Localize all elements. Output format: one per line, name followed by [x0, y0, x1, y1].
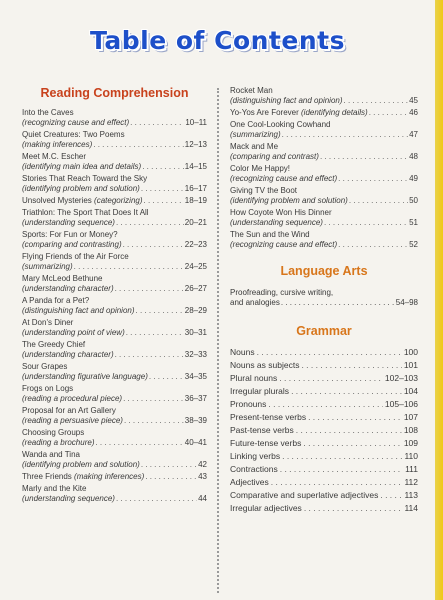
- entry-pages: 38–39: [184, 416, 207, 425]
- entry-line: [22, 372, 207, 382]
- entry-line: [230, 130, 418, 140]
- entry-line: [22, 162, 207, 172]
- entry-pages: 32–33: [184, 350, 207, 359]
- grammar-entry[interactable]: [230, 476, 418, 489]
- entry-skill: (understanding character): [22, 284, 114, 293]
- entry-pages: 40–41: [184, 438, 207, 447]
- dot-leader: [280, 463, 403, 476]
- page-title: Table of Contents: [90, 26, 345, 55]
- grammar-title: Past-tense verbs: [230, 425, 294, 435]
- entry-pages: 26–27: [184, 284, 207, 293]
- toc-entry[interactable]: [22, 406, 207, 426]
- dot-leader: [136, 306, 184, 316]
- toc-entry[interactable]: [22, 108, 207, 128]
- entry-pages: 45: [409, 96, 418, 105]
- entry-skill: (understanding point of view): [22, 328, 125, 337]
- dot-leader: [279, 372, 383, 385]
- grammar-pages: 101: [403, 360, 418, 370]
- entry-line: [230, 174, 418, 184]
- grammar-pages: 109: [403, 438, 418, 448]
- grammar-entry[interactable]: [230, 450, 418, 463]
- toc-entry[interactable]: [22, 174, 207, 194]
- grammar-entry[interactable]: [230, 463, 418, 476]
- dot-leader: [282, 450, 402, 463]
- grammar-entry[interactable]: [230, 372, 418, 385]
- entry-skill: (reading a brochure): [22, 438, 95, 447]
- entry-pages: 43: [198, 472, 207, 481]
- grammar-entry-list: [230, 346, 418, 515]
- language-arts-pages: 54–98: [395, 298, 418, 307]
- entry-pages: 30–31: [184, 328, 207, 337]
- grammar-entry[interactable]: [230, 502, 418, 515]
- entry-title: Marly and the Kite: [22, 484, 87, 493]
- entry-skill: (recognizing cause and effect): [230, 240, 338, 249]
- entry-title: Mary McLeod Bethune: [22, 274, 103, 283]
- grammar-entry[interactable]: [230, 489, 418, 502]
- grammar-entry[interactable]: [230, 437, 418, 450]
- dot-leader: [124, 416, 184, 426]
- dot-leader: [115, 284, 184, 294]
- grammar-title: Irregular plurals: [230, 386, 290, 396]
- language-arts-line2: and analogies: [230, 298, 280, 307]
- entry-pages: 18–19: [184, 196, 207, 205]
- entry-title: Yo-Yos Are Forever: [230, 108, 299, 117]
- entry-pages: 10–11: [185, 118, 207, 127]
- entry-pages: 34–35: [184, 372, 207, 381]
- right-column: [230, 86, 418, 515]
- grammar-entry[interactable]: [230, 359, 418, 372]
- dot-leader: [141, 460, 197, 470]
- dot-leader: [320, 152, 408, 162]
- dot-leader: [116, 494, 197, 504]
- entry-line: [22, 328, 207, 338]
- toc-entry[interactable]: [22, 428, 207, 448]
- entry-skill: (recognizing cause and effect): [22, 118, 130, 127]
- entry-line: [22, 184, 207, 194]
- grammar-title: Nouns: [230, 347, 255, 357]
- toc-entry[interactable]: [22, 130, 207, 150]
- grammar-title: Irregular adjectives: [230, 503, 302, 513]
- reading-entry-list-continued: [230, 86, 418, 250]
- entry-title: Flying Friends of the Air Force: [22, 252, 129, 261]
- entry-skill: (categorizing): [94, 196, 143, 205]
- entry-title: Color Me Happy!: [230, 164, 291, 173]
- entry-title: Stories That Reach Toward the Sky: [22, 174, 148, 183]
- entry-skill: (understanding figurative language): [22, 372, 148, 381]
- entry-line: [230, 240, 418, 250]
- language-arts-line1: Proofreading, cursive writing,: [230, 288, 334, 297]
- entry-title: The Greedy Chief: [22, 340, 86, 349]
- dot-leader: [296, 424, 402, 437]
- dot-leader: [301, 359, 401, 372]
- entry-skill: (understanding sequence): [22, 494, 115, 503]
- grammar-entry[interactable]: [230, 424, 418, 437]
- entry-line: [22, 460, 207, 470]
- reading-entry-list: [22, 108, 207, 504]
- entry-line: [22, 494, 207, 504]
- grammar-pages: 108: [403, 425, 418, 435]
- grammar-title: Adjectives: [230, 477, 269, 487]
- toc-entry[interactable]: [22, 208, 207, 228]
- entry-pages: 50: [409, 196, 418, 205]
- entry-title: Three Friends: [22, 472, 72, 481]
- entry-skill: (comparing and contrasting): [22, 240, 122, 249]
- entry-pages: 28–29: [184, 306, 207, 315]
- entry-title: Sports: For Fun or Money?: [22, 230, 118, 239]
- entry-pages: 46: [409, 108, 418, 117]
- dot-leader: [380, 489, 402, 502]
- language-arts-heading: Language Arts: [280, 264, 368, 278]
- entry-title: Sour Grapes: [22, 362, 68, 371]
- dot-leader: [123, 394, 184, 404]
- dot-leader: [95, 438, 183, 448]
- dot-leader: [281, 298, 395, 308]
- entry-title: Into the Caves: [22, 108, 74, 117]
- dot-leader: [115, 350, 184, 360]
- dot-leader: [344, 96, 409, 106]
- entry-title: Frogs on Logs: [22, 384, 74, 393]
- entry-skill: (distinguishing fact and opinion): [22, 306, 135, 315]
- dot-leader: [291, 385, 402, 398]
- entry-title: How Coyote Won His Dinner: [230, 208, 332, 217]
- grammar-entry[interactable]: [230, 385, 418, 398]
- toc-entry[interactable]: [22, 196, 207, 206]
- entry-line: [22, 306, 207, 316]
- entry-skill: (understanding sequence): [230, 218, 323, 227]
- toc-entry[interactable]: [22, 296, 207, 316]
- entry-title: Wanda and Tina: [22, 450, 80, 459]
- grammar-pages: 111: [405, 464, 418, 474]
- entry-pages: 20–21: [184, 218, 207, 227]
- grammar-title: Plural nouns: [230, 373, 278, 383]
- entry-line: [22, 196, 207, 206]
- dot-leader: [338, 240, 408, 250]
- toc-entry[interactable]: [230, 108, 418, 118]
- grammar-pages: 113: [404, 490, 418, 500]
- entry-skill: (summarizing): [230, 130, 281, 139]
- dot-leader: [116, 218, 184, 228]
- grammar-pages: 110: [404, 451, 418, 461]
- grammar-title: Nouns as subjects: [230, 360, 300, 370]
- entry-pages: 52: [409, 240, 418, 249]
- entry-skill: (distinguishing fact and opinion): [230, 96, 343, 105]
- entry-line: [230, 218, 418, 228]
- entry-line: [22, 416, 207, 426]
- toc-entry[interactable]: [230, 208, 418, 228]
- entry-title: At Don's Diner: [22, 318, 74, 327]
- grammar-pages: 105–106: [384, 399, 418, 409]
- entry-pages: 14–15: [184, 162, 207, 171]
- dot-leader: [308, 411, 402, 424]
- dot-leader: [304, 502, 403, 515]
- toc-entry[interactable]: [230, 164, 418, 184]
- grammar-entry[interactable]: [230, 398, 418, 411]
- entry-title: Giving TV the Boot: [230, 186, 297, 195]
- dot-leader: [349, 196, 408, 206]
- entry-skill: (identifying problem and solution): [230, 196, 348, 205]
- entry-skill: (recognizing cause and effect): [230, 174, 338, 183]
- toc-entry[interactable]: [230, 120, 418, 140]
- entry-title: Choosing Groups: [22, 428, 85, 437]
- grammar-title: Present-tense verbs: [230, 412, 307, 422]
- dot-leader: [257, 346, 402, 359]
- toc-entry[interactable]: [22, 472, 207, 482]
- entry-title: Meet M.C. Escher: [22, 152, 87, 161]
- entry-skill: (reading a persuasive piece): [22, 416, 123, 425]
- grammar-title: Comparative and superlative adjectives: [230, 490, 379, 500]
- left-column: [22, 86, 207, 506]
- toc-entry[interactable]: [22, 362, 207, 382]
- dot-leader: [303, 437, 401, 450]
- entry-title: Unsolved Mysteries: [22, 196, 92, 205]
- entry-title: The Sun and the Wind: [230, 230, 310, 239]
- entry-skill: (reading a procedural piece): [22, 394, 123, 403]
- grammar-entry[interactable]: [230, 346, 418, 359]
- entry-pages: 42: [198, 460, 207, 469]
- dot-leader: [141, 184, 184, 194]
- dot-leader: [126, 328, 184, 338]
- entry-pages: 16–17: [184, 184, 207, 193]
- entry-skill: (identifying details): [301, 108, 368, 117]
- column-divider: [217, 88, 219, 593]
- entry-title: A Panda for a Pet?: [22, 296, 90, 305]
- dot-leader: [149, 372, 184, 382]
- toc-entry[interactable]: [22, 274, 207, 294]
- dot-leader: [93, 140, 184, 150]
- grammar-entry[interactable]: [230, 411, 418, 424]
- language-arts-entry[interactable]: [230, 288, 418, 308]
- entry-line: [22, 438, 207, 448]
- entry-line: [230, 152, 418, 162]
- entry-title: One Cool-Looking Cowhand: [230, 120, 331, 129]
- entry-pages: 44: [198, 494, 207, 503]
- grammar-title: Contractions: [230, 464, 278, 474]
- dot-leader: [142, 162, 184, 172]
- toc-entry[interactable]: [230, 142, 418, 162]
- entry-pages: 36–37: [184, 394, 207, 403]
- grammar-pages: 104: [403, 386, 418, 396]
- page-edge-stripe: [435, 0, 443, 600]
- dot-leader: [338, 174, 408, 184]
- toc-entry[interactable]: [22, 230, 207, 250]
- grammar-heading: Grammar: [296, 324, 352, 338]
- entry-pages: 12–13: [184, 140, 207, 149]
- toc-entry[interactable]: [22, 484, 207, 504]
- toc-entry[interactable]: [22, 318, 207, 338]
- grammar-title: Pronouns: [230, 399, 267, 409]
- entry-line: [22, 118, 207, 128]
- entry-skill: (understanding character): [22, 350, 114, 359]
- entry-pages: 47: [409, 130, 418, 139]
- dot-leader: [130, 118, 184, 128]
- entry-line: [22, 240, 207, 250]
- toc-entry[interactable]: [22, 450, 207, 470]
- entry-line: [230, 108, 418, 118]
- entry-title: Mack and Me: [230, 142, 279, 151]
- entry-pages: 51: [409, 218, 418, 227]
- entry-skill: (making inferences): [22, 140, 93, 149]
- entry-line: [22, 284, 207, 294]
- toc-entry[interactable]: [230, 186, 418, 206]
- entry-skill: (identifying problem and solution): [22, 460, 140, 469]
- entry-title: Quiet Creatures: Two Poems: [22, 130, 125, 139]
- grammar-pages: 112: [404, 477, 418, 487]
- entry-title: Proposal for an Art Gallery: [22, 406, 116, 415]
- entry-line: [22, 350, 207, 360]
- entry-line: [230, 196, 418, 206]
- grammar-title: Future-tense verbs: [230, 438, 302, 448]
- dot-leader: [74, 262, 184, 272]
- dot-leader: [282, 130, 408, 140]
- entry-skill: (identifying main idea and details): [22, 162, 142, 171]
- dot-leader: [369, 108, 408, 118]
- entry-line: [22, 140, 207, 150]
- grammar-pages: 107: [403, 412, 418, 422]
- entry-title: Rocket Man: [230, 86, 273, 95]
- entry-title: Triathlon: The Sport That Does It All: [22, 208, 149, 217]
- grammar-pages: 114: [404, 503, 418, 513]
- entry-pages: 48: [409, 152, 418, 161]
- entry-line: [22, 394, 207, 404]
- dot-leader: [271, 476, 403, 489]
- grammar-pages: 102–103: [384, 373, 418, 383]
- dot-leader: [144, 196, 184, 206]
- grammar-pages: 100: [403, 347, 418, 357]
- entry-skill: (comparing and contrast): [230, 152, 319, 161]
- entry-line: [22, 262, 207, 272]
- entry-line: [230, 96, 418, 106]
- dot-leader: [123, 240, 184, 250]
- dot-leader: [324, 218, 408, 228]
- entry-skill: (making inferences): [74, 472, 145, 481]
- entry-pages: 49: [409, 174, 418, 183]
- entry-skill: (understanding sequence): [22, 218, 115, 227]
- entry-skill: (summarizing): [22, 262, 73, 271]
- toc-entry[interactable]: [22, 384, 207, 404]
- entry-pages: 24–25: [184, 262, 207, 271]
- entry-line: [22, 218, 207, 228]
- entry-skill: (identifying problem and solution): [22, 184, 140, 193]
- toc-entry[interactable]: [22, 152, 207, 172]
- grammar-title: Linking verbs: [230, 451, 281, 461]
- entry-pages: 22–23: [184, 240, 207, 249]
- toc-entry[interactable]: [230, 86, 418, 106]
- toc-entry[interactable]: [22, 252, 207, 272]
- reading-comprehension-heading: Reading Comprehension: [40, 86, 189, 100]
- entry-line: [22, 472, 207, 482]
- dot-leader: [268, 398, 383, 411]
- dot-leader: [145, 472, 197, 482]
- toc-entry[interactable]: [22, 340, 207, 360]
- toc-entry[interactable]: [230, 230, 418, 250]
